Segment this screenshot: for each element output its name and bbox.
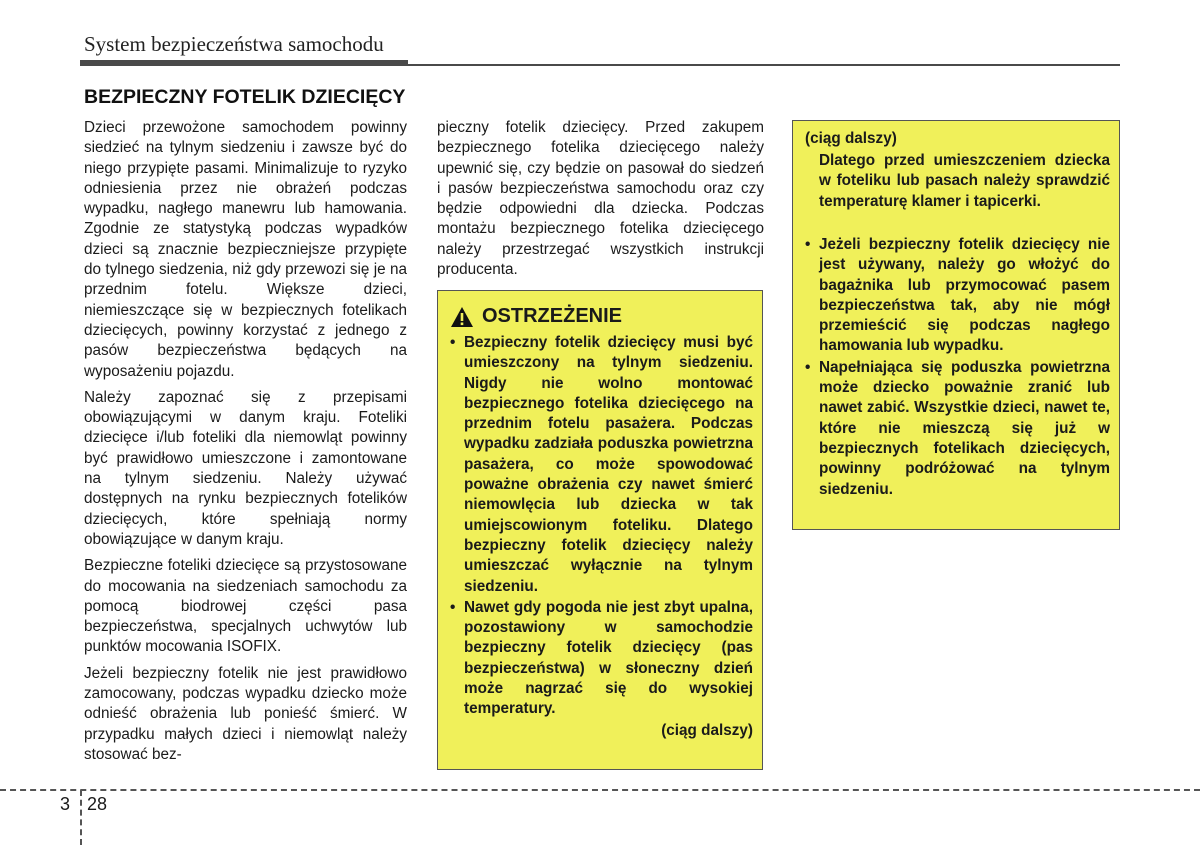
paragraph: Bezpieczne foteliki dziecięce są przystosowane do mocowania na siedzeniach samochodu za pomocą biodrowej części pasa bezpieczeństwa, specjalnych uchwytów lub punktów mocowania ISOFIX. [84,557,407,656]
paragraph: Jeżeli bezpieczny fotelik nie jest prawidłowo zamocowany, podczas wypadku dziecko może odnieść obrażenia lub ponieść śmierć. W przypadku małych dzieci i niemowląt należy stosować bez- [84,664,407,763]
page-number: 28 [87,794,108,814]
section-title: BEZPIECZNY FOTELIK DZIECIĘCY [84,86,406,108]
header-rule [408,64,1120,66]
warning-box [437,290,763,770]
warning-item: • Bezpieczny fotelik dziecięcy musi być umieszczony na tylnym siedzeniu. Nigdy nie wolno montować bezpiecznego fotelika dziecięcego na przednim fotelu pasażera. Podczas wypadku zadziała poduszka powietrzna pasażera, co może spowodować poważne obrażenia czy nawet śmierć niemowlęcia lub dziecka w tak umiejscowionym foteliku. Dlatego bezpieczny fotelik dziecięcy należy umieszczać wyłącznie na tylnym siedzeniu. [450,333,753,597]
continuation-item: • Napełniająca się poduszka powietrzna może dziecko poważnie zranić lub nawet zabić. Wszystkie dzieci, nawet te, które nie mieszczą się już w bezpiecznych fotelikach dziecięcych, powinny podróżować na tylnym siedzeniu. [805,358,1110,500]
header-title: System bezpieczeństwa samochodu [84,32,384,56]
continuation-title: (ciąg dalszy) [805,130,897,147]
continuation-list [805,235,1110,501]
continuation-item: • Jeżeli bezpieczny fotelik dziecięcy nie jest używany, należy go włożyć do bagażnika lub przymocować pasem bezpieczeństwa tak, aby nie mógł przemieścić się podczas nagłego hamowania lub wypadku. [805,235,1110,357]
paragraph: pieczny fotelik dziecięcy. Przed zakupem bezpiecznego fotelika dziecięcego należy upewnić się, czy będzie on pasował do siedzeń i pasów bezpieczeństwa samochodu oraz czy będzie odpowiedni dla dziecka. Podczas montażu bezpiecznego fotelika dziecięcego należy przestrzegać wszystkich instrukcji producenta. [437,119,764,279]
footer-rule [0,789,1200,791]
continuation-lead: Dlatego przed umieszczeniem dziecka w foteliku lub pasach należy sprawdzić temperaturę klamer i tapicerki. [819,152,1110,210]
warning-header [450,305,622,328]
footer-divider [80,790,82,845]
page-section: 3 [60,794,71,814]
column-1 [84,118,407,771]
paragraph: Dzieci przewożone samochodem powinny siedzieć na tylnym siedzeniu i zawsze być do niego przypięte pasami. Minimalizuje to ryzyko odniesienia przez nie obrażeń podczas wypadku, nagłego manewru lub hamowania. Zgodnie ze statystyką podczas wypadków dzieci są znacznie bezpieczniejsze przypięte do tylnego siedzenia, niż gdy przewozi się je na przednim fotelu. Większe dzieci, niemieszczące się w bezpiecznych fotelikach dziecięcych, powinny korzystać z jednego z pasów bezpieczeństwa będących na wyposażeniu pojazdu. [84,119,407,380]
paragraph: Należy zapoznać się z przepisami obowiązującymi w danym kraju. Foteliki dziecięce i/lub foteliki dla niemowląt powinny być prawidłowo umieszczone i zamontowane na tylnym siedzeniu. Należy używać dostępnych na rynku bezpiecznych fotelików dziecięcych, które spełniają normy obowiązujące w danym kraju. [84,388,407,548]
continuation-box [792,120,1120,530]
continued-label: (ciąg dalszy) [661,721,753,739]
warning-triangle-icon [450,306,474,328]
warning-item: • Nawet gdy pogoda nie jest zbyt upalna, pozostawiony w samochodzie bezpieczny fotelik dziecięcy (pas bezpieczeństwa) w słoneczny dzień może nagrzać się do wysokiej temperatury. [450,598,753,720]
warning-list [450,333,753,741]
header-bar [80,60,408,66]
column-2 [437,118,764,286]
warning-title: OSTRZEŻENIE [482,305,623,327]
